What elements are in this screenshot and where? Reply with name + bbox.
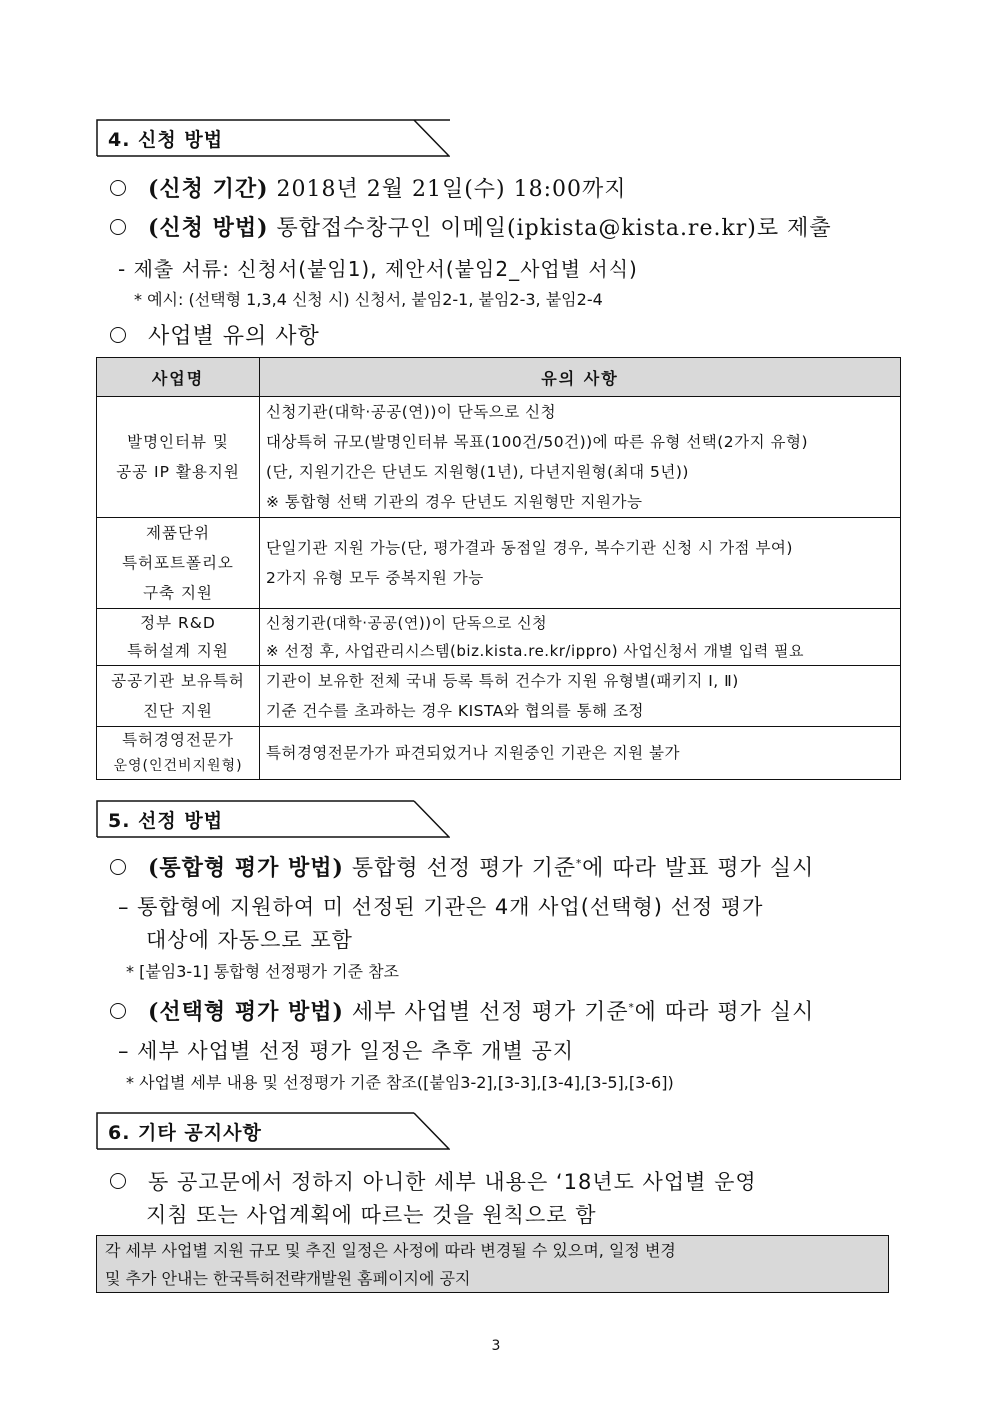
section-title: 6. 기타 공지사항: [108, 1122, 262, 1144]
name-line: 구축 지원: [143, 584, 213, 602]
integrated-eval-text: 에 따라 발표 평가 실시: [582, 856, 815, 881]
desc-line: 2가지 유형 모두 중복지원 가능: [266, 569, 484, 587]
table-header-row: [97, 358, 901, 397]
name-line: 정부 R&D: [140, 614, 216, 632]
table-cell-desc: [260, 666, 901, 727]
table-cell-name: [97, 727, 260, 780]
notice-box-line: 및 추가 안내는 한국특허전략개발원 홈페이지에 공지: [105, 1269, 471, 1288]
table-header-notes: 유의 사항: [260, 358, 901, 397]
table-row: [97, 609, 901, 666]
business-notes-table: [96, 357, 901, 780]
selective-eval-label: (선택형 평가 방법): [148, 999, 344, 1025]
submit-docs-line: - 제출 서류: 신청서(붙임1), 제안서(붙임2_사업별 서식): [118, 257, 638, 281]
apply-period-text: 2018년 2월 21일(수) 18:00까지: [268, 177, 627, 202]
desc-line: 신청기관(대학·공공(연))이 단독으로 신청: [266, 403, 557, 421]
section-header-5: [96, 800, 450, 838]
table-cell-name: [97, 397, 260, 518]
integrated-eval-item: [110, 851, 814, 882]
footnote-mark: *: [576, 858, 583, 870]
circle-bullet-icon: [110, 1173, 126, 1189]
notice-box-line: 각 세부 사업별 지원 규모 및 추진 일정은 사정에 따라 변경될 수 있으며, 일정 변경: [105, 1241, 676, 1260]
integrated-note: * [붙임3-1] 통합형 선정평가 기준 참조: [126, 962, 399, 981]
desc-line: 기준 건수를 초과하는 경우 KISTA와 협의를 통해 조정: [266, 702, 644, 720]
table-cell-desc: [260, 727, 901, 780]
example-note: * 예시: (선택형 1,3,4 신청 시) 신청서, 붙임2-1, 붙임2-3, 붙임2-4: [134, 290, 603, 309]
notes-title: 사업별 유의 사항: [148, 324, 320, 349]
table-row: [97, 666, 901, 727]
table-cell-name: [97, 666, 260, 727]
desc-line: 단일기관 지원 가능(단, 평가결과 동점일 경우, 복수기관 신청 시 가점 부여): [266, 539, 793, 557]
circle-bullet-icon: [110, 1003, 126, 1019]
integrated-sub-line: – 통합형에 지원하여 미 선정된 기관은 4개 사업(선택형) 선정 평가: [118, 895, 764, 919]
apply-method-label: (신청 방법): [148, 215, 269, 241]
other-notice-text: 지침 또는 사업계획에 따르는 것을 원칙으로 함: [146, 1203, 597, 1227]
circle-bullet-icon: [110, 327, 126, 343]
desc-line: (단, 지원기간은 단년도 지원형(1년), 다년지원형(최대 5년)): [266, 463, 689, 481]
section-title: 4. 신청 방법: [108, 129, 224, 151]
selective-note: * 사업별 세부 내용 및 선정평가 기준 참조([붙임3-2],[3-3],[3-4],[3-5],[3-6]): [126, 1073, 674, 1092]
selective-eval-text: 세부 사업별 선정 평가 기준: [343, 1000, 629, 1025]
name-line: 특허설계 지원: [127, 642, 229, 660]
notice-box: [96, 1235, 889, 1293]
name-line: 발명인터뷰 및: [127, 433, 229, 451]
selective-eval-item: [110, 995, 814, 1026]
desc-line: 신청기관(대학·공공(연))이 단독으로 신청: [266, 614, 548, 632]
page-number: 3: [491, 1338, 501, 1354]
name-line: 공공 IP 활용지원: [116, 463, 240, 481]
name-line: 제품단위: [146, 524, 210, 542]
apply-period-item: [110, 172, 627, 203]
name-line: 특허포트폴리오: [122, 554, 234, 572]
table-cell-desc: [260, 518, 901, 609]
table-cell-name: [97, 518, 260, 609]
apply-period-label: (신청 기간): [148, 176, 269, 202]
apply-method-item: [110, 211, 832, 242]
other-notice-text: 동 공고문에서 정하지 아니한 세부 내용은 ‘18년도 사업별 운영: [148, 1170, 757, 1194]
name-line: 운영(인건비지원형): [113, 758, 243, 774]
circle-bullet-icon: [110, 859, 126, 875]
apply-method-text: 통합접수창구인 이메일(ipkista@kista.re.kr)로 제출: [268, 216, 832, 241]
other-notice-item: [110, 1166, 757, 1196]
notes-title-item: [110, 319, 320, 350]
desc-line: ※ 통합형 선택 기관의 경우 단년도 지원형만 지원가능: [266, 493, 643, 511]
section-header-4: [96, 119, 450, 157]
table-header-name: 사업명: [97, 358, 260, 397]
circle-bullet-icon: [110, 180, 126, 196]
footnote-mark: *: [628, 1002, 635, 1014]
table-cell-name: [97, 609, 260, 666]
selective-eval-text: 에 따라 평가 실시: [634, 1000, 815, 1025]
integrated-sub-line: 대상에 자동으로 포함: [146, 928, 353, 952]
table-cell-desc: [260, 397, 901, 518]
name-line: 공공기관 보유특허: [111, 672, 245, 690]
section-header-6: [96, 1112, 450, 1150]
circle-bullet-icon: [110, 219, 126, 235]
name-line: 진단 지원: [143, 702, 213, 720]
integrated-eval-text: 통합형 선정 평가 기준: [343, 856, 577, 881]
table-cell-desc: [260, 609, 901, 666]
desc-line: 기관이 보유한 전체 국내 등록 특허 건수가 지원 유형별(패키지 Ⅰ, Ⅱ): [266, 672, 739, 690]
desc-line: 대상특허 규모(발명인터뷰 목표(100건/50건))에 따른 유형 선택(2가지 유형): [266, 433, 809, 451]
name-line: 특허경영전문가: [122, 731, 234, 749]
table-row: [97, 518, 901, 609]
desc-line: ※ 선정 후, 사업관리시스템(biz.kista.re.kr/ippro) 사업신청서 개별 입력 필요: [266, 642, 805, 660]
integrated-eval-label: (통합형 평가 방법): [148, 855, 344, 881]
selective-sub-line: – 세부 사업별 선정 평가 일정은 추후 개별 공지: [118, 1039, 575, 1063]
section-title: 5. 선정 방법: [108, 810, 224, 832]
table-row: [97, 727, 901, 780]
desc-line: 특허경영전문가가 파견되었거나 지원중인 기관은 지원 불가: [266, 744, 680, 762]
table-row: [97, 397, 901, 518]
